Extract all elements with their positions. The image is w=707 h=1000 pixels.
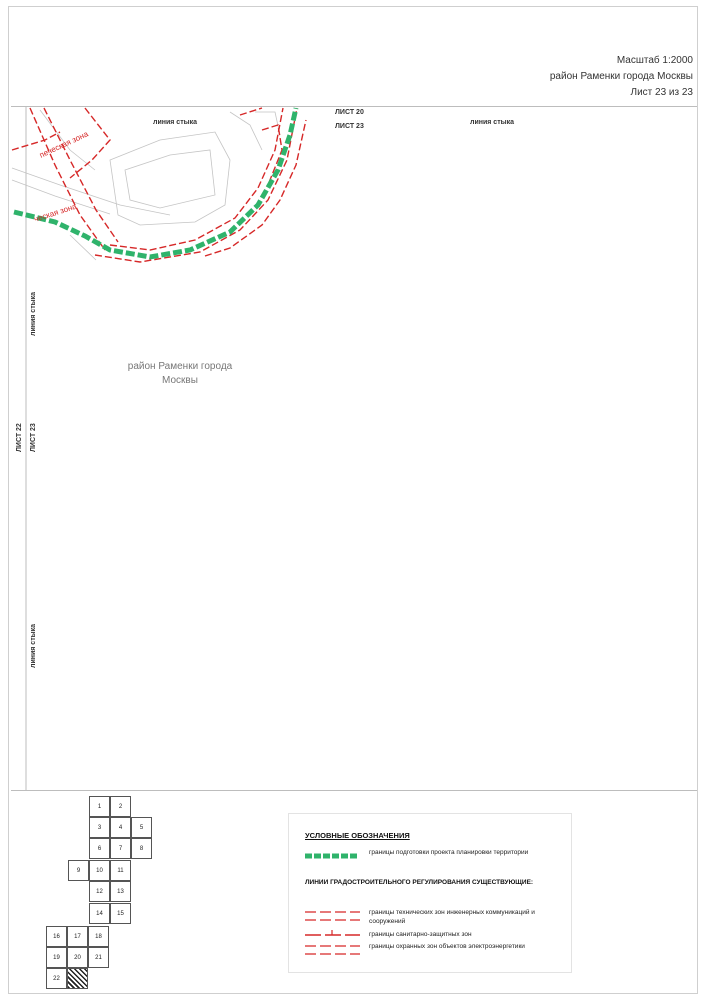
- key-cell-4: 4: [110, 817, 131, 838]
- joint-line-label-top-left: линия стыка: [153, 119, 198, 126]
- key-cell-22: 22: [46, 968, 67, 989]
- key-cell-16: 16: [46, 926, 67, 947]
- legend-regulation-heading: ЛИНИИ ГРАДОСТРОИТЕЛЬНОГО РЕГУЛИРОВАНИЯ СУЩЕСТВУЮЩИЕ:: [305, 879, 534, 886]
- base-map: [12, 110, 280, 260]
- regulation-lines: [12, 108, 306, 262]
- sheet-22-label: ЛИСТ 22: [16, 423, 23, 452]
- key-cell-13: 13: [110, 881, 131, 902]
- sheet-20-label: ЛИСТ 20: [335, 109, 364, 116]
- key-cell-8: 8: [131, 838, 152, 859]
- key-cell-1: 1: [89, 796, 110, 817]
- legend-planning-boundary-text: границы подготовки проекта планировки территории: [369, 849, 529, 856]
- district-label: район Раменки города Москвы: [127, 361, 233, 386]
- sheet-23-label-top: ЛИСТ 23: [335, 123, 364, 130]
- legend-technical-zones-symbol: [305, 909, 360, 923]
- legend-power-zones-text: границы охранных зон объектов электроэнергетики: [369, 943, 525, 950]
- legend-sanitary-zones-text: границы санитарно-защитных зон: [369, 931, 472, 938]
- key-cell-15: 15: [110, 903, 131, 924]
- street-label-bottom: ческая зона: [32, 201, 78, 224]
- map-scale: Масштаб 1:2000: [616, 55, 693, 66]
- sheet-23-label-left: ЛИСТ 23: [30, 423, 37, 452]
- key-cell-18: 18: [88, 926, 109, 947]
- key-cell-7: 7: [110, 838, 131, 859]
- key-cell-19: 19: [46, 947, 67, 968]
- key-cell-12: 12: [89, 881, 110, 902]
- legend-title: УСЛОВНЫЕ ОБОЗНАЧЕНИЯ: [305, 831, 410, 840]
- key-cell-2: 2: [110, 796, 131, 817]
- key-cell-21: 21: [88, 947, 109, 968]
- key-cell-current: [67, 968, 88, 989]
- key-cell-14: 14: [89, 903, 110, 924]
- legend-technical-zones-text: границы технических зон инженерных коммуникаций и сооружений: [369, 909, 535, 925]
- legend-planning-boundary-symbol: [305, 852, 357, 860]
- joint-line-label-left-upper: линия стыка: [30, 291, 37, 336]
- key-cell-17: 17: [67, 926, 88, 947]
- key-cell-3: 3: [89, 817, 110, 838]
- key-cell-20: 20: [67, 947, 88, 968]
- header-district: район Раменки города Москвы: [549, 71, 693, 82]
- planning-boundary-line: [14, 108, 296, 257]
- legend-power-zones-symbol: [305, 943, 360, 957]
- key-cell-10: 10: [89, 860, 110, 881]
- key-cell-5: 5: [131, 817, 152, 838]
- joint-line-label-left-lower: линия стыка: [30, 623, 37, 668]
- legend-box: [288, 813, 572, 973]
- street-label-left: печеская зона: [38, 129, 90, 160]
- legend-sanitary-zones-symbol: [305, 929, 360, 939]
- joint-line-label-top-right: линия стыка: [470, 119, 515, 126]
- key-cell-11: 11: [110, 860, 131, 881]
- key-cell-9: 9: [68, 860, 89, 881]
- key-cell-6: 6: [89, 838, 110, 859]
- sheet-number: Лист 23 из 23: [630, 87, 693, 98]
